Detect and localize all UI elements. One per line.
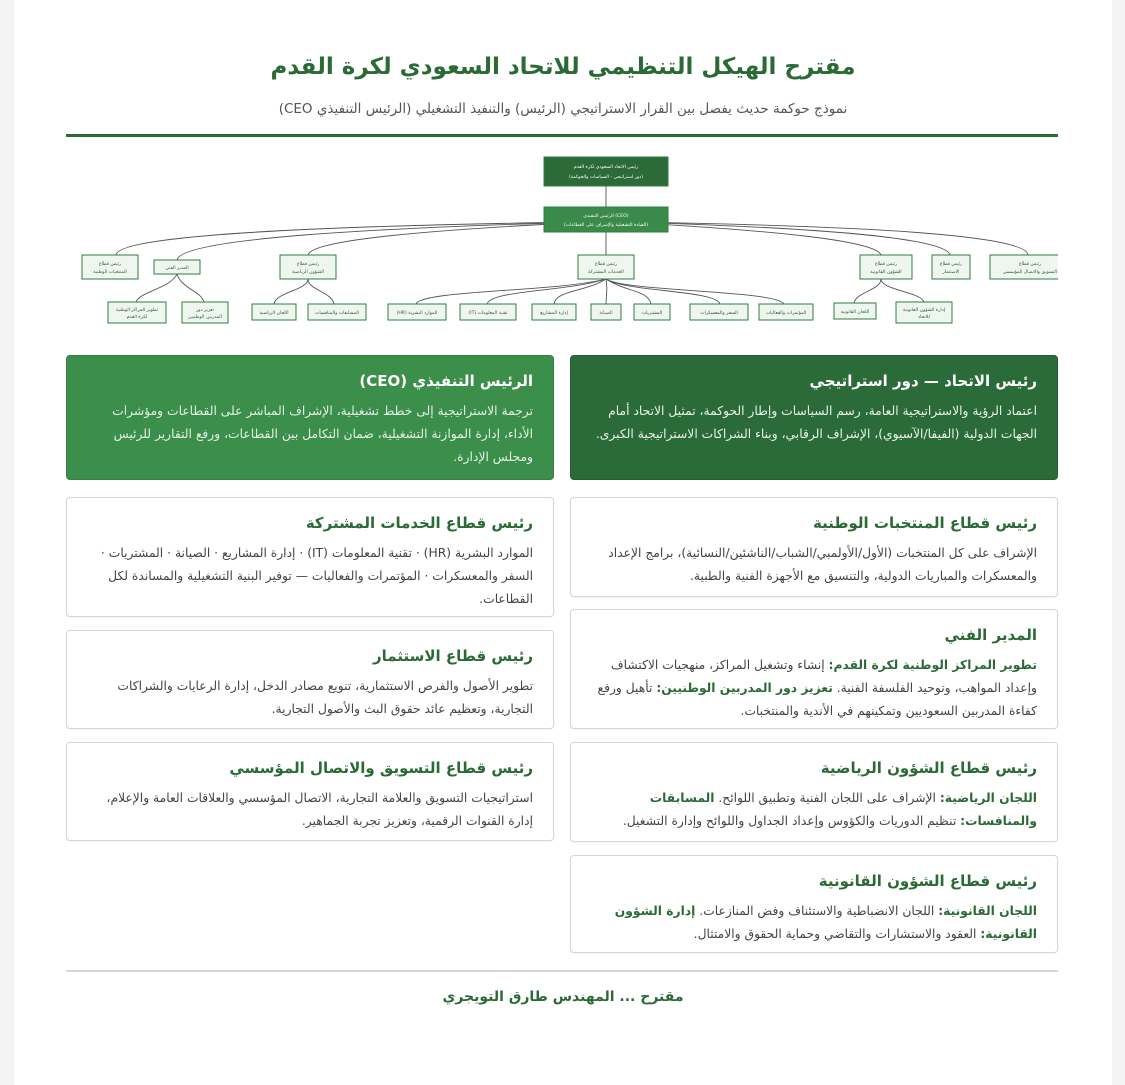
node-unit-sports-committees: [252, 304, 296, 320]
sports-affairs-text-2: تنظيم الدوريات والكؤوس وإعداد الجداول واللوائح وإدارة التشغيل.: [622, 814, 961, 828]
svg-text:إدارة المشاريع: إدارة المشاريع: [540, 311, 568, 316]
footer-divider: [66, 970, 1058, 972]
edge-ceo-technical: [177, 222, 586, 260]
page-title: مقترح الهيكل التنظيمي للاتحاد السعودي لكرة القدم: [270, 54, 856, 80]
svg-text:الشؤون الرياضية: الشؤون الرياضية: [292, 270, 324, 275]
card-marketing-text: استراتيجيات التسويق والعلامة التجارية، الاتصال المؤسسي والعلاقات العامة والإعلام، إدارة القنوات الرقمية، وتعزيز تجربة الجماهير.: [106, 791, 533, 828]
legal-affairs-label-1: اللجان القانونية:: [938, 904, 1037, 918]
node-unit-it: [460, 304, 516, 320]
svg-text:رئيس الاتحاد السعودي لكرة القد: رئيس الاتحاد السعودي لكرة القدم: [573, 165, 639, 170]
card-legal-affairs-title: رئيس قطاع الشؤون القانونية: [818, 872, 1037, 890]
svg-text:رئيس قطاع: رئيس قطاع: [874, 262, 898, 267]
svg-text:(دور استراتيجي - السياسات والح: (دور استراتيجي - السياسات والحوكمة): [568, 175, 644, 180]
card-technical-director-text: [591, 654, 1037, 723]
svg-text:الصيانة: الصيانة: [599, 311, 613, 316]
legal-affairs-text-2: العقود والاستشارات والتقاضي وحماية الحقوق والامتثال.: [693, 927, 981, 941]
legal-affairs-label-2: إدارة الشؤون القانونية:: [614, 904, 1037, 941]
svg-text:المدير الفني: المدير الفني: [165, 266, 189, 271]
svg-text:السفر والمعسكرات: السفر والمعسكرات: [700, 311, 738, 316]
svg-text:المسابقات والمنافسات: المسابقات والمنافسات: [315, 311, 359, 316]
svg-text:رئيس قطاع: رئيس قطاع: [594, 262, 618, 267]
edge-technical-coaches: [177, 274, 204, 302]
node-unit-legal-affairs: [896, 302, 952, 323]
svg-text:رئيس قطاع: رئيس قطاع: [1018, 262, 1042, 267]
header-divider: [66, 134, 1058, 137]
card-investment-title: رئيس قطاع الاستثمار: [373, 647, 533, 665]
svg-text:الشؤون القانونية: الشؤون القانونية: [870, 270, 902, 275]
svg-text:تعزيز دور: تعزيز دور: [196, 308, 214, 313]
svg-text:رئيس قطاع: رئيس قطاع: [939, 262, 963, 267]
edge-shared-conferences: [606, 279, 784, 304]
card-technical-director: [570, 609, 1058, 729]
card-ceo: [66, 355, 554, 480]
card-sports-affairs-title: رئيس قطاع الشؤون الرياضية: [820, 759, 1037, 777]
node-sector-national: [82, 255, 138, 279]
technical-director-label-1: تطوير المراكز الوطنية لكرة القدم:: [828, 658, 1037, 672]
card-shared-services-title: رئيس قطاع الخدمات المشتركة: [305, 514, 533, 532]
legal-affairs-text-1: اللجان الانضباطية والاستئناف وفض المنازعات.: [695, 904, 939, 918]
technical-director-text-1: إنشاء وتشغيل المراكز، منهجيات الاكتشاف وإعداد المواهب، وتوحيد الفلسفة الفنية.: [610, 658, 1037, 695]
card-investment-text: تطوير الأصول والفرص الاستثمارية، تنويع مصادر الدخل، إدارة الرعايات والشراكات التجارية، وتعظيم عائد حقوق البث والأصول التجارية.: [117, 679, 533, 716]
card-legal-affairs: [570, 855, 1058, 953]
svg-text:الخدمات المشتركة: الخدمات المشتركة: [588, 270, 624, 275]
edge-shared-maintenance: [606, 279, 607, 304]
card-ceo-text: ترجمة الاستراتيجية إلى خطط تشغيلية، الإشراف المباشر على القطاعات ومؤشرات الأداء، إدارة الموازنة التشغيلية، ضمان التكامل بين القطاعات، ورفع التقارير للرئيس ومجلس الإدارة.: [112, 404, 533, 464]
card-investment: [66, 630, 554, 729]
org-chart: [66, 150, 1058, 332]
node-ceo: [544, 207, 668, 232]
card-ceo-title: الرئيس التنفيذي (CEO): [359, 372, 533, 390]
edge-technical-centers: [136, 274, 177, 302]
card-president: [570, 355, 1058, 480]
card-shared-services: [66, 497, 554, 617]
svg-text:المشتريات: المشتريات: [641, 311, 663, 316]
org-chart-edges: [116, 186, 1028, 304]
svg-text:المؤتمرات والفعاليات: المؤتمرات والفعاليات: [765, 311, 807, 316]
svg-text:إدارة الشؤون القانونية: إدارة الشؤون القانونية: [902, 308, 946, 313]
card-sports-affairs: [570, 742, 1058, 842]
card-sports-affairs-text: [591, 787, 1037, 833]
card-legal-affairs-text: [591, 900, 1037, 946]
svg-text:(IT) تقنية المعلومات: (IT) تقنية المعلومات: [468, 311, 508, 316]
svg-text:تطوير المراكز الوطنية: تطوير المراكز الوطنية: [116, 308, 158, 313]
edge-ceo-national: [116, 222, 581, 255]
page: [14, 0, 1112, 1085]
node-unit-centers: [108, 302, 166, 323]
sports-affairs-label-1: اللجان الرياضية:: [939, 791, 1037, 805]
edge-sports-committees: [274, 279, 308, 304]
node-technical-director: [154, 260, 200, 274]
node-president: [544, 157, 668, 186]
node-unit-procurement: [634, 304, 670, 320]
svg-text:الرئيس التنفيذي (CEO): الرئيس التنفيذي (CEO): [583, 214, 629, 219]
page-subtitle: نموذج حوكمة حديث يفصل بين القرار الاستراتيجي (الرئيس) والتنفيذ التشغيلي (الرئيس التنفيذي CEO): [278, 101, 848, 117]
card-president-title: رئيس الاتحاد — دور استراتيجي: [809, 372, 1037, 390]
node-sector-investment: [932, 255, 970, 279]
edge-sports-competitions: [308, 279, 334, 304]
node-unit-projects: [532, 304, 576, 320]
node-unit-competitions: [308, 304, 366, 320]
node-sector-sports: [280, 255, 336, 279]
card-national-teams: [570, 497, 1058, 597]
node-sector-legal: [860, 255, 912, 279]
svg-text:التسويق والاتصال المؤسسي: التسويق والاتصال المؤسسي: [1002, 270, 1058, 275]
technical-director-label-2: تعزيز دور المدربين الوطنيين:: [656, 681, 833, 695]
sports-affairs-text-1: الإشراف على اللجان الفنية وتطبيق اللوائح.: [714, 791, 940, 805]
svg-text:رئيس قطاع: رئيس قطاع: [296, 262, 320, 267]
edge-legal-committees: [854, 279, 881, 303]
node-unit-coaches: [182, 302, 228, 323]
edge-ceo-marketing: [631, 222, 1028, 255]
svg-text:اللجان الرياضية: اللجان الرياضية: [259, 311, 289, 316]
edge-shared-procurement: [606, 279, 651, 304]
node-sector-shared: [578, 255, 634, 279]
technical-director-text-2: تأهيل ورفع كفاءة المدربين السعوديين وتمكينهم في الأندية والمنتخبات.: [597, 681, 1037, 718]
svg-text:رئيس قطاع: رئيس قطاع: [98, 262, 122, 267]
node-unit-hr: [388, 304, 446, 320]
card-shared-services-text: الموارد البشرية (HR) · تقنية المعلومات (IT) · إدارة المشاريع · الصيانة · المشتريات · السفر والمعسكرات · المؤتمرات والفعاليات — توفير البنية التشغيلية والمساندة لكل القطاعات.: [100, 546, 533, 606]
node-unit-travel: [690, 304, 748, 320]
card-marketing: [66, 742, 554, 841]
sports-affairs-label-2: المسابقات والمنافسات:: [649, 791, 1037, 828]
svg-text:المنتخبات الوطنية: المنتخبات الوطنية: [93, 270, 127, 275]
card-technical-director-title: المدير الفني: [944, 626, 1037, 644]
edge-ceo-investment: [626, 222, 950, 255]
card-president-text: اعتماد الرؤية والاستراتيجية العامة، رسم السياسات وإطار الحوكمة، تمثيل الاتحاد أمام الجهات الدولية (الفيفا/الآسيوي)، الإشراف الرقابي، وبناء الشراكات الاستراتيجية الكبرى.: [595, 404, 1037, 441]
svg-text:اللجان القانونية: اللجان القانونية: [840, 310, 870, 315]
svg-text:للاتحاد: للاتحاد: [918, 315, 930, 320]
card-national-teams-text: الإشراف على كل المنتخبات (الأول/الأولمبي/الشباب/الناشئين/النسائية)، برامج الإعداد والمعسكرات والمباريات الدولية، والتنسيق مع الأجهزة الفنية والطبية.: [608, 546, 1037, 583]
node-unit-conferences: [759, 304, 813, 320]
edge-legal-affairs: [881, 279, 924, 302]
svg-text:لكرة القدم: لكرة القدم: [126, 315, 148, 320]
footer-credit: مقترح ... المهندس طارق التويجري: [442, 989, 684, 1005]
node-unit-legal-committees: [834, 303, 876, 319]
node-sector-marketing: [990, 255, 1058, 279]
svg-text:(HR) الموارد البشرية: (HR) الموارد البشرية: [396, 311, 438, 316]
svg-text:الاستثمار: الاستثمار: [942, 270, 960, 275]
card-national-teams-title: رئيس قطاع المنتخبات الوطنية: [813, 514, 1037, 532]
edge-shared-hr: [416, 279, 606, 304]
svg-text:(القيادة التشغيلية والإشراف عل: (القيادة التشغيلية والإشراف على القطاعات): [563, 223, 649, 228]
card-marketing-title: رئيس قطاع التسويق والاتصال المؤسسي: [229, 759, 533, 777]
edge-shared-projects: [554, 279, 606, 304]
node-unit-maintenance: [591, 304, 621, 320]
svg-text:المدربين الوطنيين: المدربين الوطنيين: [188, 315, 222, 320]
